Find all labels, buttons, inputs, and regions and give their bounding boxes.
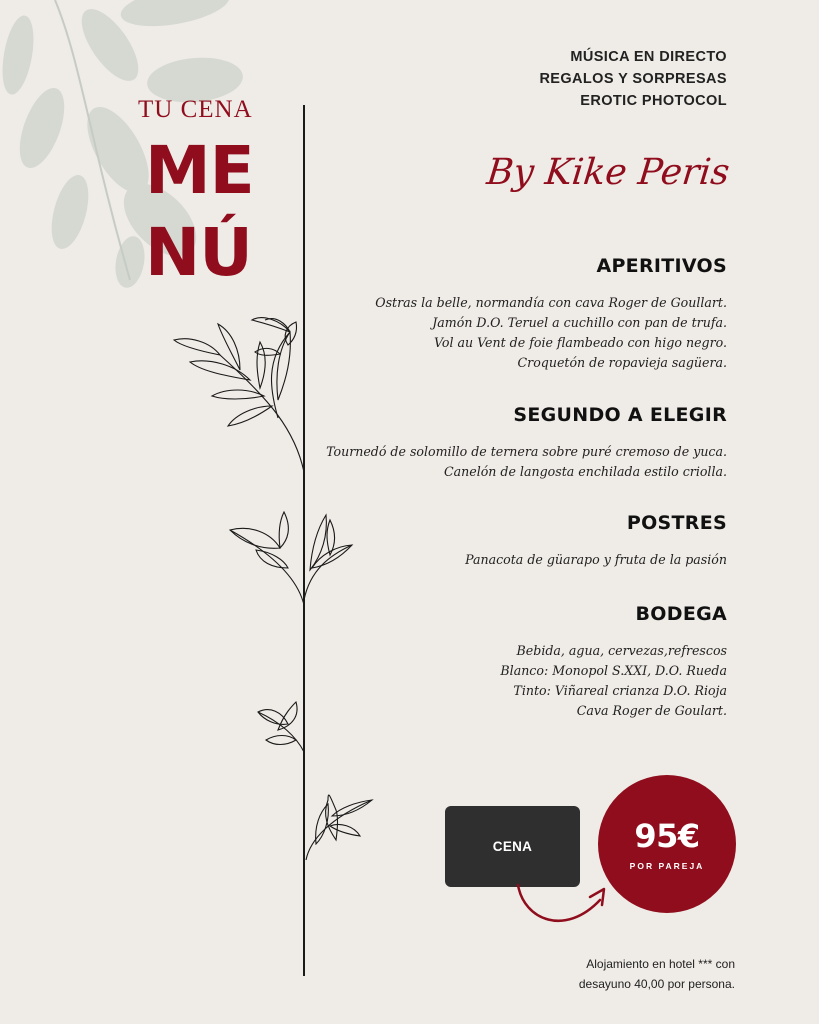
menu-item: Jamón D.O. Teruel a cuchillo con pan de trufa. xyxy=(432,315,727,330)
tu-cena-heading: TU CENA xyxy=(138,96,253,123)
section-postres xyxy=(465,512,727,570)
section-title: BODEGA xyxy=(635,603,727,625)
menu-item: Bebida, agua, cervezas,refrescos xyxy=(516,643,727,658)
price-badge xyxy=(598,775,736,913)
section-title: POSTRES xyxy=(626,512,727,534)
menu-item: Panacota de güarapo y fruta de la pasión xyxy=(465,552,727,567)
cena-label-box: CENA xyxy=(445,806,580,887)
menu-title-line1: ME xyxy=(145,132,254,209)
price-value: 95€ xyxy=(634,817,700,855)
menu-item: Vol au Vent de foie flambeado con higo negro. xyxy=(433,335,727,350)
menu-title-line2: NÚ xyxy=(145,214,252,291)
hotel-note-line: desayuno 40,00 por persona. xyxy=(578,977,735,991)
highlight-line: EROTIC PHOTOCOL xyxy=(580,93,727,109)
section-title: APERITIVOS xyxy=(596,255,727,277)
menu-item: Ostras la belle, normandía con cava Roger de Goullart. xyxy=(375,295,727,310)
menu-item: Tournedó de solomillo de ternera sobre puré cremoso de yuca. xyxy=(326,444,727,459)
price-subtitle: POR PAREJA xyxy=(629,861,705,871)
section-title: SEGUNDO A ELEGIR xyxy=(513,404,727,426)
hotel-note xyxy=(579,954,735,994)
section-segundo xyxy=(326,404,727,482)
menu-item: Croquetón de ropavieja sagüera. xyxy=(517,355,727,370)
menu-item: Tinto: Viñareal crianza D.O. Rioja xyxy=(513,683,727,698)
section-aperitivos xyxy=(375,255,727,373)
section-bodega xyxy=(500,603,727,721)
menu-item: Canelón de langosta enchilada estilo criolla. xyxy=(443,464,727,479)
highlights-list xyxy=(539,46,727,112)
highlight-line: REGALOS Y SORPRESAS xyxy=(539,71,727,87)
menu-title xyxy=(145,130,254,294)
highlight-line: MÚSICA EN DIRECTO xyxy=(570,49,727,65)
menu-item: Blanco: Monopol S.XXI, D.O. Rueda xyxy=(500,663,727,678)
hotel-note-line: Alojamiento en hotel *** con xyxy=(586,957,735,971)
menu-item: Cava Roger de Goulart. xyxy=(576,703,727,718)
arrow-icon xyxy=(510,875,620,945)
chef-signature: By Kike Peris xyxy=(484,152,732,193)
